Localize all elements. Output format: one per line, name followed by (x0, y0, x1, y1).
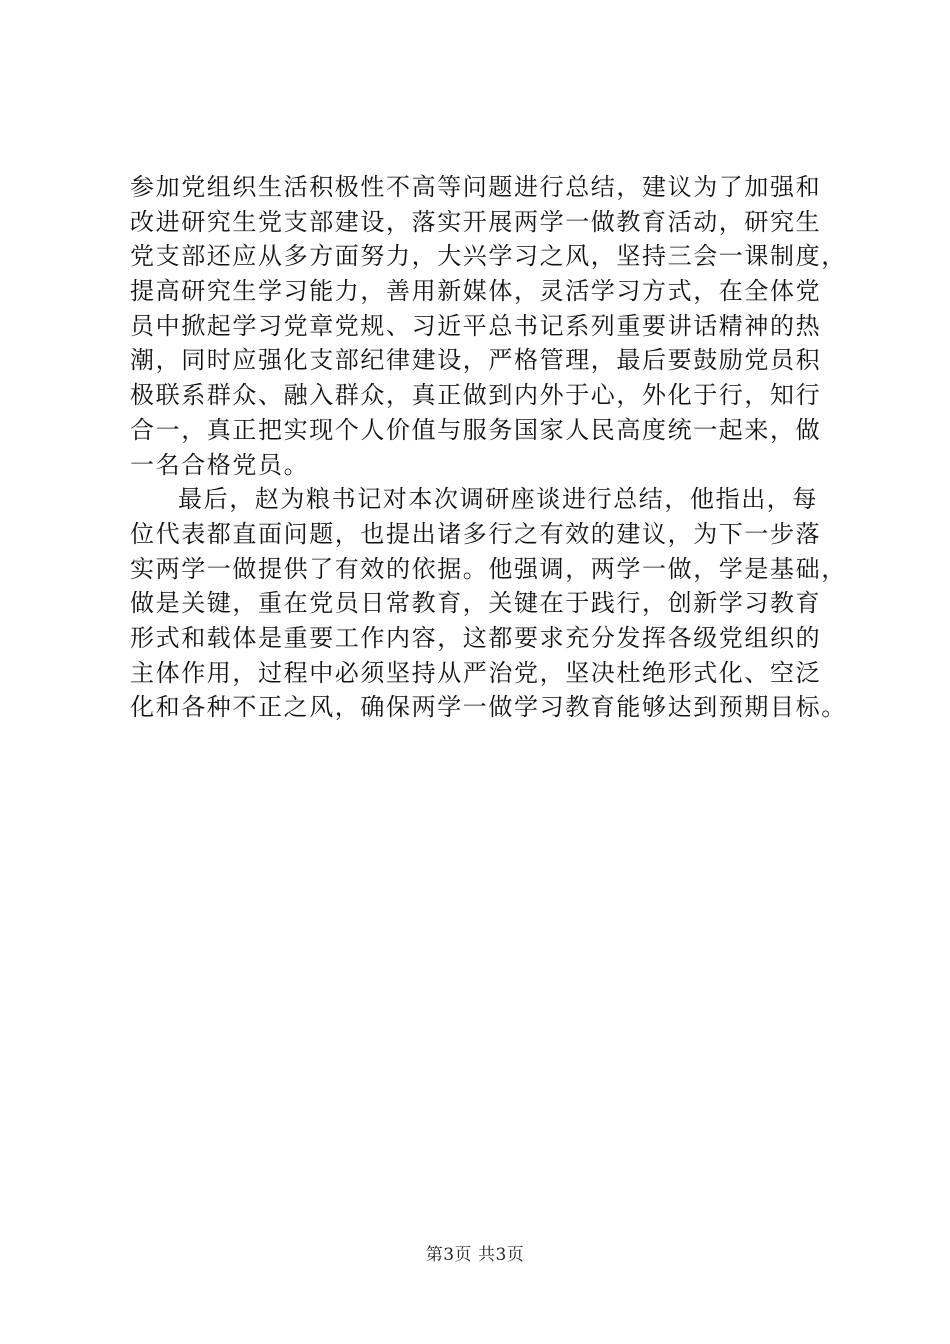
document-body (130, 170, 847, 725)
paragraph-line: 极联系群众、融入群众，真正做到内外于心，外化于行，知行 (130, 381, 822, 410)
paragraph-line: 员中掀起学习党章党规、习近平总书记系列重要讲话精神的热 (130, 311, 822, 340)
paragraph-line: 主体作用，过程中必须坚持从严治党，坚决杜绝形式化、空泛 (130, 658, 822, 687)
paragraph-line: 做是关键，重在党员日常教育，关键在于践行，创新学习教育 (130, 589, 822, 618)
paragraph-line: 化和各种不正之风，确保两学一做学习教育能够达到预期目标。 (130, 693, 847, 722)
paragraph-line: 实两学一做提供了有效的依据。他强调，两学一做，学是基础， (130, 554, 847, 583)
page-number-footer: 第3页 共3页 (425, 1245, 525, 1265)
paragraph-line: 最后，赵为粮书记对本次调研座谈进行总结，他指出，每 (178, 485, 818, 514)
paragraph-line: 形式和载体是重要工作内容，这都要求充分发挥各级党组织的 (130, 623, 822, 652)
paragraph-line: 提高研究生学习能力，善用新媒体，灵活学习方式，在全体党 (130, 277, 822, 306)
paragraph-line: 参加党组织生活积极性不高等问题进行总结，建议为了加强和 (130, 173, 822, 201)
paragraph-2 (130, 482, 847, 725)
paragraph-line: 党支部还应从多方面努力，大兴学习之风，坚持三会一课制度， (130, 242, 847, 271)
paragraph-1 (130, 170, 847, 482)
paragraph-line: 位代表都直面问题，也提出诸多行之有效的建议，为下一步落 (130, 519, 822, 548)
paragraph-line: 潮，同时应强化支部纪律建设，严格管理，最后要鼓励党员积 (130, 346, 822, 375)
paragraph-line: 合一，真正把实现个人价值与服务国家人民高度统一起来，做 (130, 415, 822, 444)
paragraph-line: 改进研究生党支部建设，落实开展两学一做教育活动，研究生 (130, 207, 822, 236)
paragraph-line: 一名合格党员。 (130, 450, 310, 479)
